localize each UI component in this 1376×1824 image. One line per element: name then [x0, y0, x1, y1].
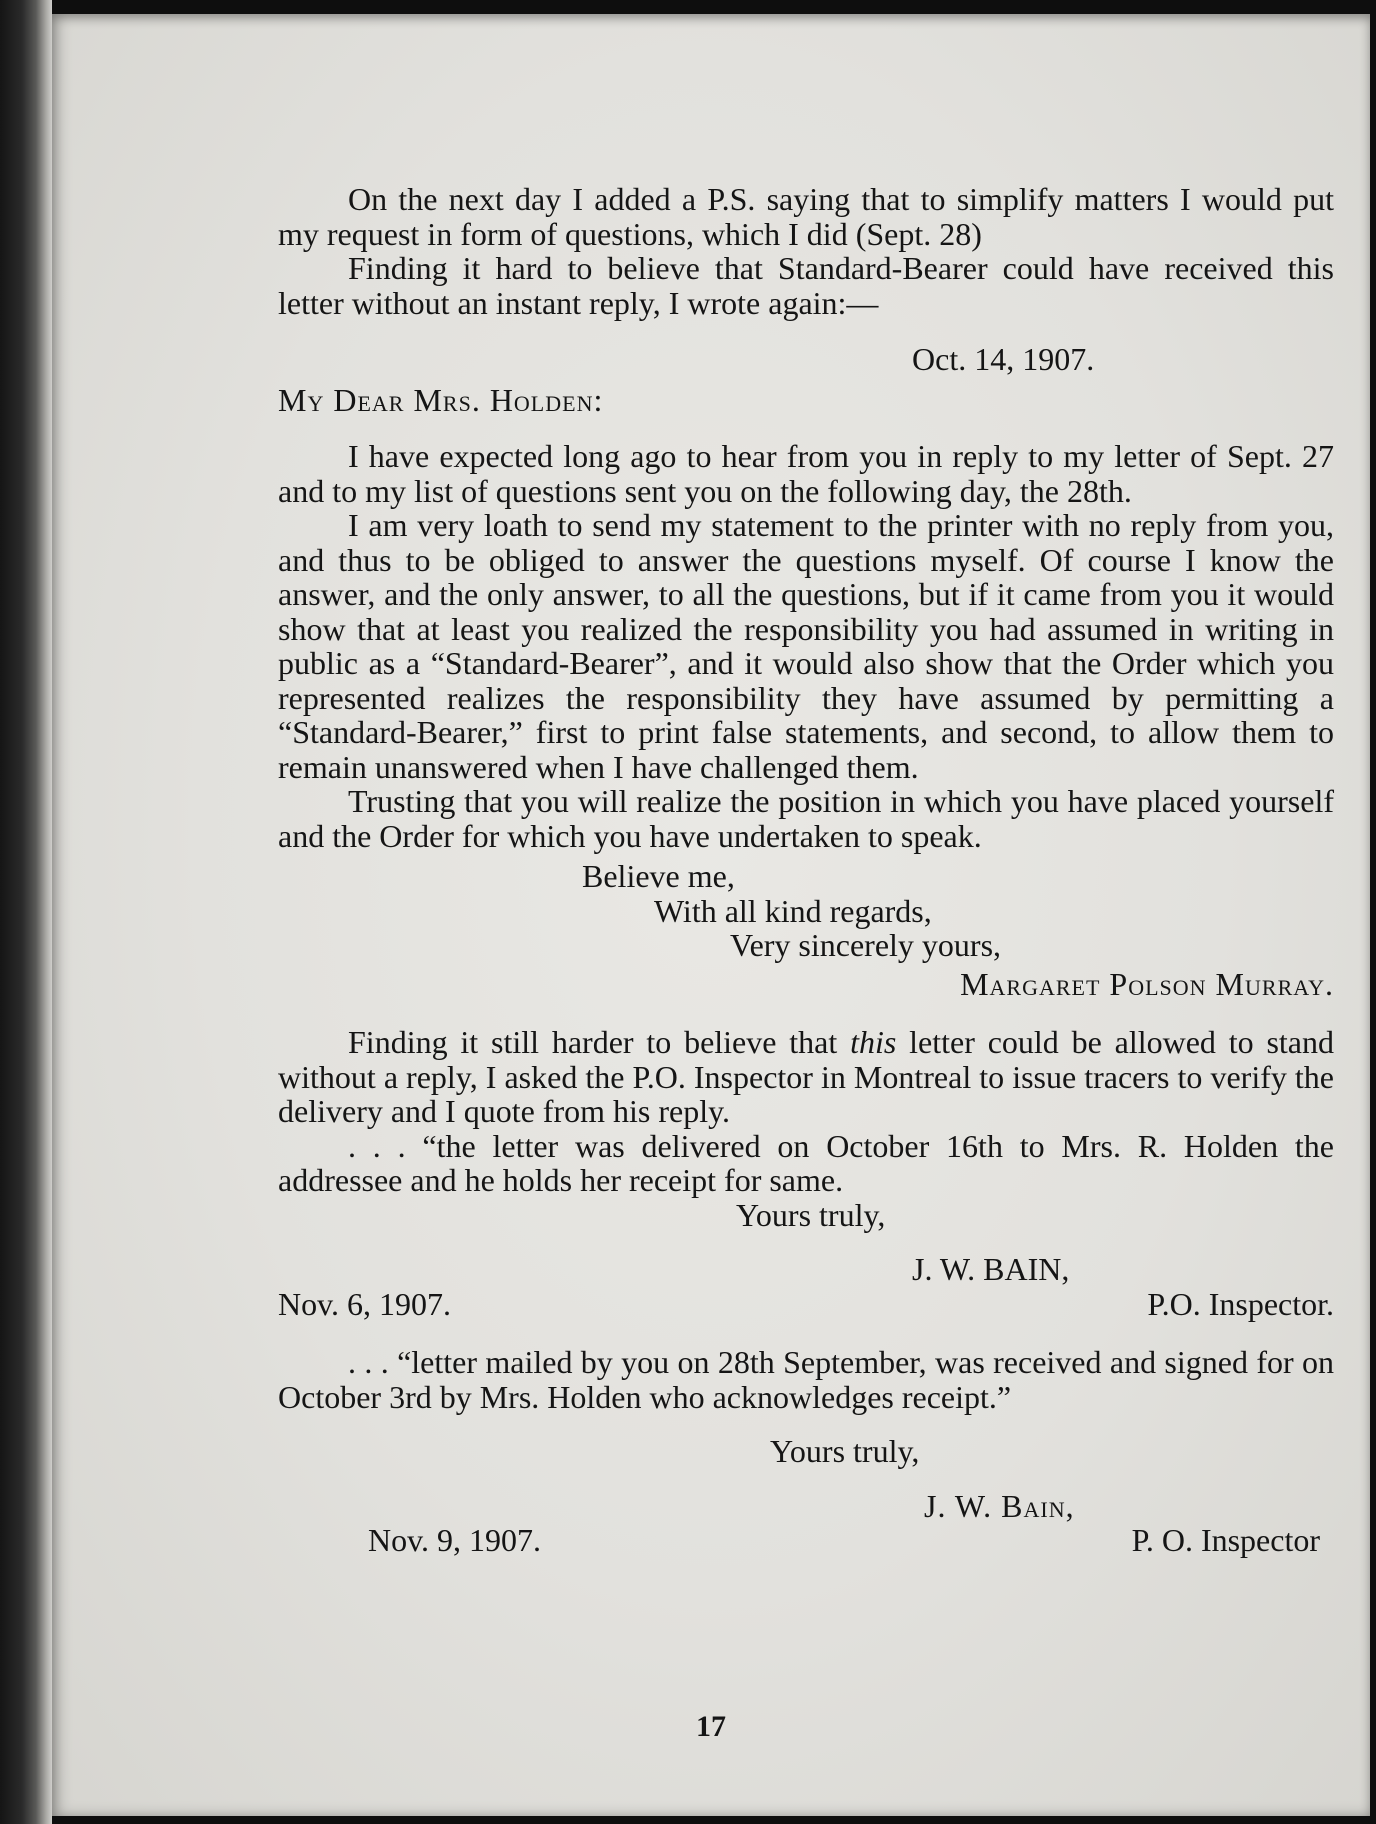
- letter-body-paragraph-2: I am very loath to send my statement to the printer with no reply from you, and thus to be obliged to answer the questions myself. Of course I know the answer, and the only answer, to all the questions, but if it came from you it would show that at least you realized the responsibility you had assumed in writing in public as a “Standard-Bearer”, and it would also show that the Order which you represented realizes the responsibility they have assumed by permitting a “Standard-Bearer,” first to print false statements, and second, to allow them to remain unanswered when I have challenged them.: [278, 507, 1334, 785]
- reply1-signature-name: J. W. BAIN,: [912, 1251, 1070, 1287]
- letter-closing-3: Very sincerely yours,: [730, 927, 1002, 963]
- book-spine-shadow: [0, 0, 52, 1824]
- letter-closing-1: Believe me,: [582, 858, 735, 894]
- paragraph-tracers: Finding it still harder to believe that this letter could be allowed to stand without a reply, I asked the P.O. Inspector in Montreal to issue tracers to verify the delivery and I quote from his reply.: [278, 1024, 1335, 1129]
- letter-date: Oct. 14, 1907.: [912, 341, 1095, 377]
- reply2-date: Nov. 9, 1907.: [368, 1522, 542, 1558]
- letter-closing-2: With all kind regards,: [654, 892, 932, 929]
- letter-body-paragraph-1: I have expected long ago to hear from you in reply to my letter of Sept. 27 and to my list of questions sent you on the following day, the 28th.: [278, 438, 1334, 509]
- reply2-signature-name: J. W. Bain,: [924, 1487, 1075, 1524]
- reply2-closing: Yours truly,: [770, 1433, 920, 1469]
- reply1-date-title-row: [278, 1287, 1334, 1322]
- quote-inspector-2: . . . “letter mailed by you on 28th September, was received and signed for on October 3rd by Mrs. Holden who acknowledges receipt.”: [278, 1344, 1334, 1415]
- reply1-date: Nov. 6, 1907.: [278, 1285, 452, 1322]
- reply2-date-title-row: [278, 1523, 1334, 1558]
- emphasis-this: this: [850, 1024, 897, 1060]
- letter-body-paragraph-3: Trusting that you will realize the position in which you have placed yourself and the Order for which you have undertaken to speak.: [278, 783, 1334, 854]
- page-text: [278, 182, 1334, 1558]
- letter-salutation: My Dear Mrs. Holden:: [278, 381, 604, 418]
- paragraph-wrote-again: Finding it hard to believe that Standard-Bearer could have received this letter without an instant reply, I wrote again:—: [278, 250, 1334, 321]
- book-page: [52, 14, 1370, 1816]
- letter-signature: Margaret Polson Murray.: [960, 965, 1334, 1002]
- reply1-closing: Yours truly,: [736, 1196, 886, 1233]
- reply1-title: P.O. Inspector.: [1147, 1285, 1334, 1322]
- page-number: 17: [696, 1710, 726, 1743]
- paragraph-ps-note: On the next day I added a P.S. saying that to simplify matters I would put my request in form of questions, which I did (Sept. 28): [278, 181, 1334, 252]
- quote-inspector-1: . . . “the letter was delivered on October 16th to Mrs. R. Holden the addressee and he holds her receipt for same.: [278, 1127, 1334, 1198]
- reply2-title: P. O. Inspector: [1131, 1522, 1320, 1558]
